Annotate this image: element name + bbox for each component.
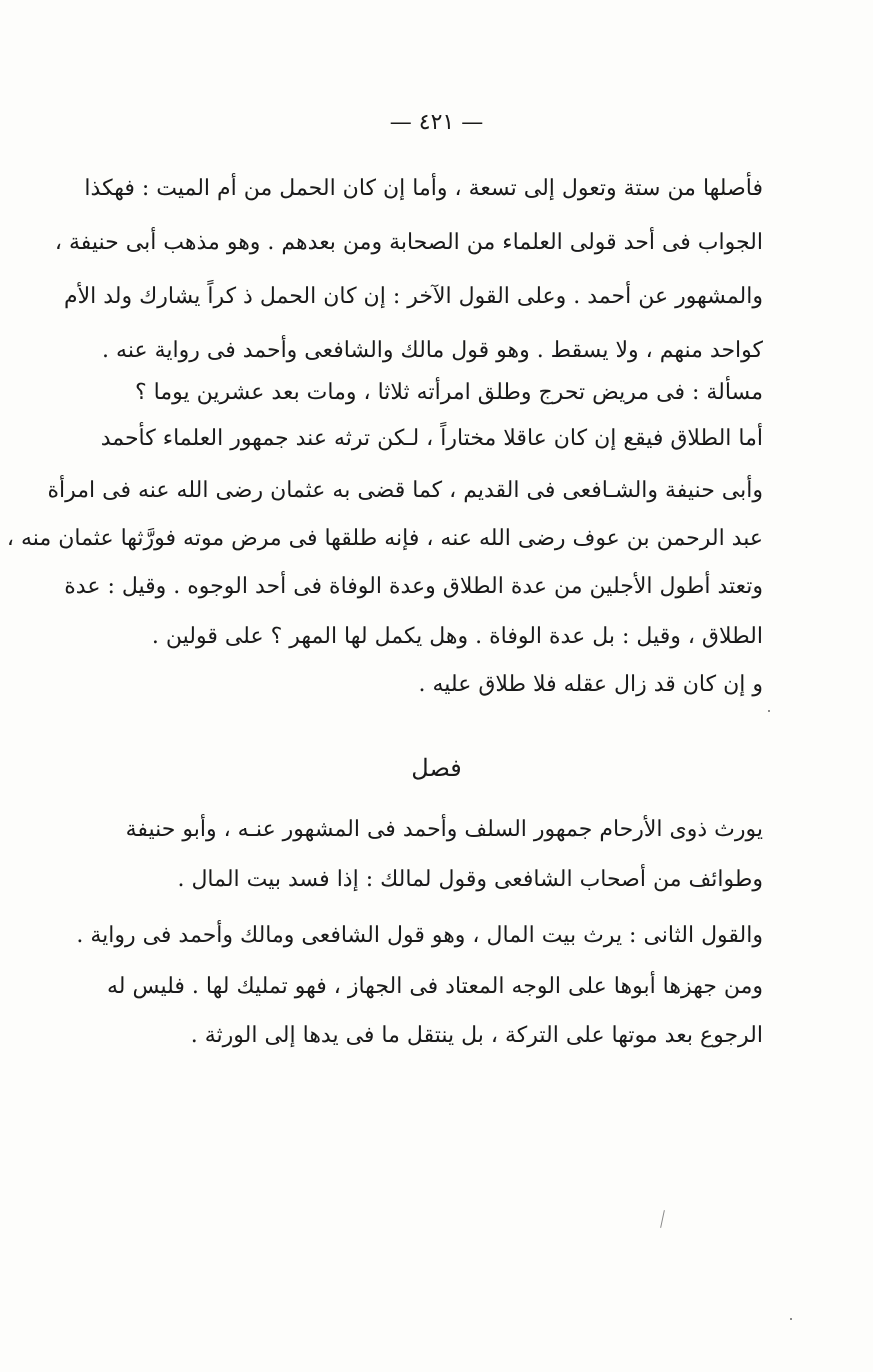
text-line: و إن كان قد زال عقله فلا طلاق عليه .	[418, 672, 763, 697]
text-line: عبد الرحمن بن عوف رضى الله عنه ، فإنه طلقها فى مرض موته فورَّثها عثمان منه ،	[6, 526, 763, 551]
section-heading: فصل	[411, 754, 462, 782]
text-line: أما الطلاق فيقع إن كان عاقلا مختاراً ، لـكن ترثه عند جمهور العلماء كأحمد	[100, 426, 763, 451]
text-line: فأصلها من ستة وتعول إلى تسعة ، وأما إن كان الحمل من أم الميت : فهكذا	[84, 176, 763, 201]
text-line: الرجوع بعد موتها على التركة ، بل ينتقل ما فى يدها إلى الورثة .	[190, 1023, 763, 1048]
text-line: وأبى حنيفة والشـافعى فى القديم ، كما قضى به عثمان رضى الله عنه فى امرأة	[47, 478, 763, 503]
text-line: وطوائف من أصحاب الشافعى وقول لمالك : إذا فسد بيت المال .	[177, 867, 763, 892]
page-number: — ٤٢١ —	[389, 110, 484, 135]
text-line: كواحد منهم ، ولا يسقط . وهو قول مالك والشافعى وأحمد فى رواية عنه .	[102, 338, 763, 363]
text-line: الطلاق ، وقيل : بل عدة الوفاة . وهل يكمل لها المهر ؟ على قولين .	[151, 624, 763, 649]
scan-mark	[768, 710, 770, 712]
text-line: والقول الثانى : يرث بيت المال ، وهو قول الشافعى ومالك وأحمد فى رواية .	[76, 923, 763, 948]
scan-mark	[660, 1210, 665, 1228]
text-line: وتعتد أطول الأجلين من عدة الطلاق وعدة الوفاة فى أحد الوجوه . وقيل : عدة	[64, 574, 763, 599]
question-line: مسألة : فى مريض تحرج وطلق امرأته ثلاثا ، ومات بعد عشرين يوما ؟	[135, 380, 763, 405]
text-line: يورث ذوى الأرحام جمهور السلف وأحمد فى المشهور عنـه ، وأبو حنيفة	[125, 817, 763, 842]
text-line: ومن جهزها أبوها على الوجه المعتاد فى الجهاز ، فهو تمليك لها . فليس له	[106, 974, 763, 999]
text-line: والمشهور عن أحمد . وعلى القول الآخر : إن كان الحمل ذ كراً يشارك ولد الأم	[63, 284, 763, 309]
scan-mark	[790, 1318, 792, 1320]
text-line: الجواب فى أحد قولى العلماء من الصحابة ومن بعدهم . وهو مذهب أبى حنيفة ،	[54, 230, 763, 255]
